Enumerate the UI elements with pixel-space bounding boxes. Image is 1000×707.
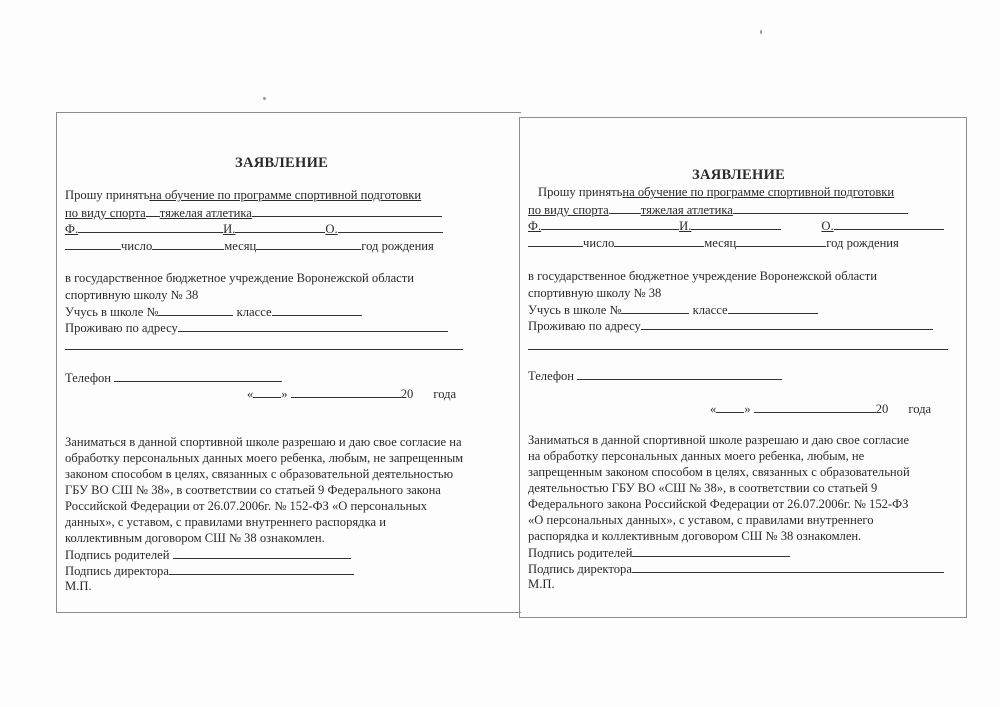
patronymic-field[interactable] (834, 218, 944, 230)
parent-signature-field[interactable] (632, 545, 790, 557)
address-line: Проживаю по адресу (528, 318, 933, 334)
surname-field[interactable] (78, 221, 223, 233)
consent-line: Федерального закона Российской Федерации от 26.07.2006г. № 152-ФЗ (528, 497, 909, 511)
parent-signature-field[interactable] (173, 547, 351, 559)
program-name: на обучение по программе спортивной подготовки (149, 188, 422, 202)
date-day-field[interactable] (716, 401, 744, 413)
phone-field[interactable] (114, 370, 282, 382)
institution-line-1: в государственное бюджетное учреждение Воронежской области (65, 271, 415, 285)
school-class-line: Учусь в школе № классе (65, 304, 362, 320)
stamp-label: М.П. (65, 579, 92, 593)
birth-day-field[interactable] (528, 235, 583, 247)
scan-speck (760, 30, 762, 34)
consent-line: ГБУ ВО СШ № 38», в соответствии со статьей 9 Федерального закона (65, 483, 441, 497)
date-month-field[interactable] (754, 401, 876, 413)
form-title: ЗАЯВЛЕНИЕ (235, 155, 329, 171)
consent-line: деятельностью ГБУ ВО «СШ № 38», в соответствии со статьей 9 (528, 481, 878, 495)
school-number-field[interactable] (158, 304, 233, 316)
birth-day-field[interactable] (65, 238, 121, 250)
institution-line-1: в государственное бюджетное учреждение Воронежской области (528, 269, 878, 283)
consent-line: распорядка и коллективным договором СШ № 38 ознакомлен. (528, 529, 862, 543)
sport-value: тяжелая атлетика (159, 206, 252, 220)
consent-line: запрещенным законом способом в целях, связанных с образовательной (528, 465, 910, 479)
director-signature-line: Подпись директора (528, 561, 944, 577)
school-number-field[interactable] (621, 302, 689, 314)
address-field-continued[interactable] (65, 349, 463, 350)
phone-field[interactable] (577, 368, 782, 380)
consent-line: Российской Федерации от 26.07.2006г. № 152-ФЗ «О персональных (65, 499, 428, 513)
birth-month-field[interactable] (614, 235, 704, 247)
program-name: на обучение по программе спортивной подготовки (622, 185, 895, 199)
school-class-line: Учусь в школе № классе (528, 302, 818, 318)
consent-line: обработку персональных данных моего ребенка, любым, не запрещенным (65, 451, 464, 465)
form-title: ЗАЯВЛЕНИЕ (692, 167, 786, 183)
birth-date-line: число месяц год рождения (65, 238, 434, 254)
fio-line: Ф. И. О. (65, 221, 443, 237)
consent-line: «О персональных данных», с уставом, с правилами внутреннего (528, 513, 874, 527)
request-line: Прошу принятьна обучение по программе спортивной подготовки (65, 188, 422, 202)
sport-value: тяжелая атлетика (640, 203, 733, 217)
fio-line: Ф. И. О. (528, 218, 944, 234)
sport-field[interactable] (733, 202, 908, 214)
birth-month-field[interactable] (152, 238, 224, 250)
director-signature-field[interactable] (632, 561, 944, 573)
director-signature-field[interactable] (169, 563, 354, 575)
director-signature-line: Подпись директора (65, 563, 354, 579)
consent-line: Заниматься в данной спортивной школе разрешаю и даю свое согласие (528, 433, 910, 447)
sport-line: по виду спорта тяжелая атлетика (65, 205, 442, 221)
patronymic-field[interactable] (338, 221, 443, 233)
parent-signature-line: Подпись родителей (65, 547, 351, 563)
application-form-left (56, 112, 521, 613)
parent-signature-line: Подпись родителей (528, 545, 790, 561)
surname-field[interactable] (541, 218, 679, 230)
request-line: Прошу принятьна обучение по программе спортивной подготовки (538, 185, 895, 199)
first-name-field[interactable] (235, 221, 325, 233)
class-field[interactable] (728, 302, 818, 314)
date-line: « » 20 года (247, 387, 457, 401)
scan-speck (263, 97, 266, 100)
sport-field[interactable] (252, 205, 442, 217)
institution-line-2: спортивную школу № 38 (528, 286, 662, 300)
address-line: Проживаю по адресу (65, 320, 448, 336)
address-field-continued[interactable] (528, 349, 948, 350)
consent-line: Заниматься в данной спортивной школе разрешаю и даю свое согласие на (65, 435, 462, 449)
institution-line-2: спортивную школу № 38 (65, 288, 199, 302)
first-name-field[interactable] (691, 218, 781, 230)
birth-date-line: число месяц год рождения (528, 235, 899, 251)
birth-year-field[interactable] (256, 238, 361, 250)
phone-line: Телефон (528, 368, 782, 384)
date-month-field[interactable] (291, 386, 401, 398)
consent-line: законом способом в целях, связанных с образовательной деятельностью (65, 467, 453, 481)
address-field[interactable] (641, 318, 933, 330)
birth-year-field[interactable] (736, 235, 826, 247)
stamp-label: М.П. (528, 577, 555, 591)
consent-line: данных», с уставом, с правилами внутреннего распорядка и (65, 515, 386, 529)
application-form-right (519, 117, 967, 618)
date-day-field[interactable] (253, 386, 281, 398)
class-field[interactable] (272, 304, 362, 316)
date-line: « » 20 года (710, 402, 932, 416)
sport-line: по виду спорта тяжелая атлетика (528, 202, 908, 218)
phone-line: Телефон (65, 370, 282, 386)
consent-line: на обработку персональных данных моего ребенка, любым, не (528, 449, 865, 463)
consent-line: коллективным договором СШ № 38 ознакомлен. (65, 531, 325, 545)
address-field[interactable] (178, 320, 448, 332)
